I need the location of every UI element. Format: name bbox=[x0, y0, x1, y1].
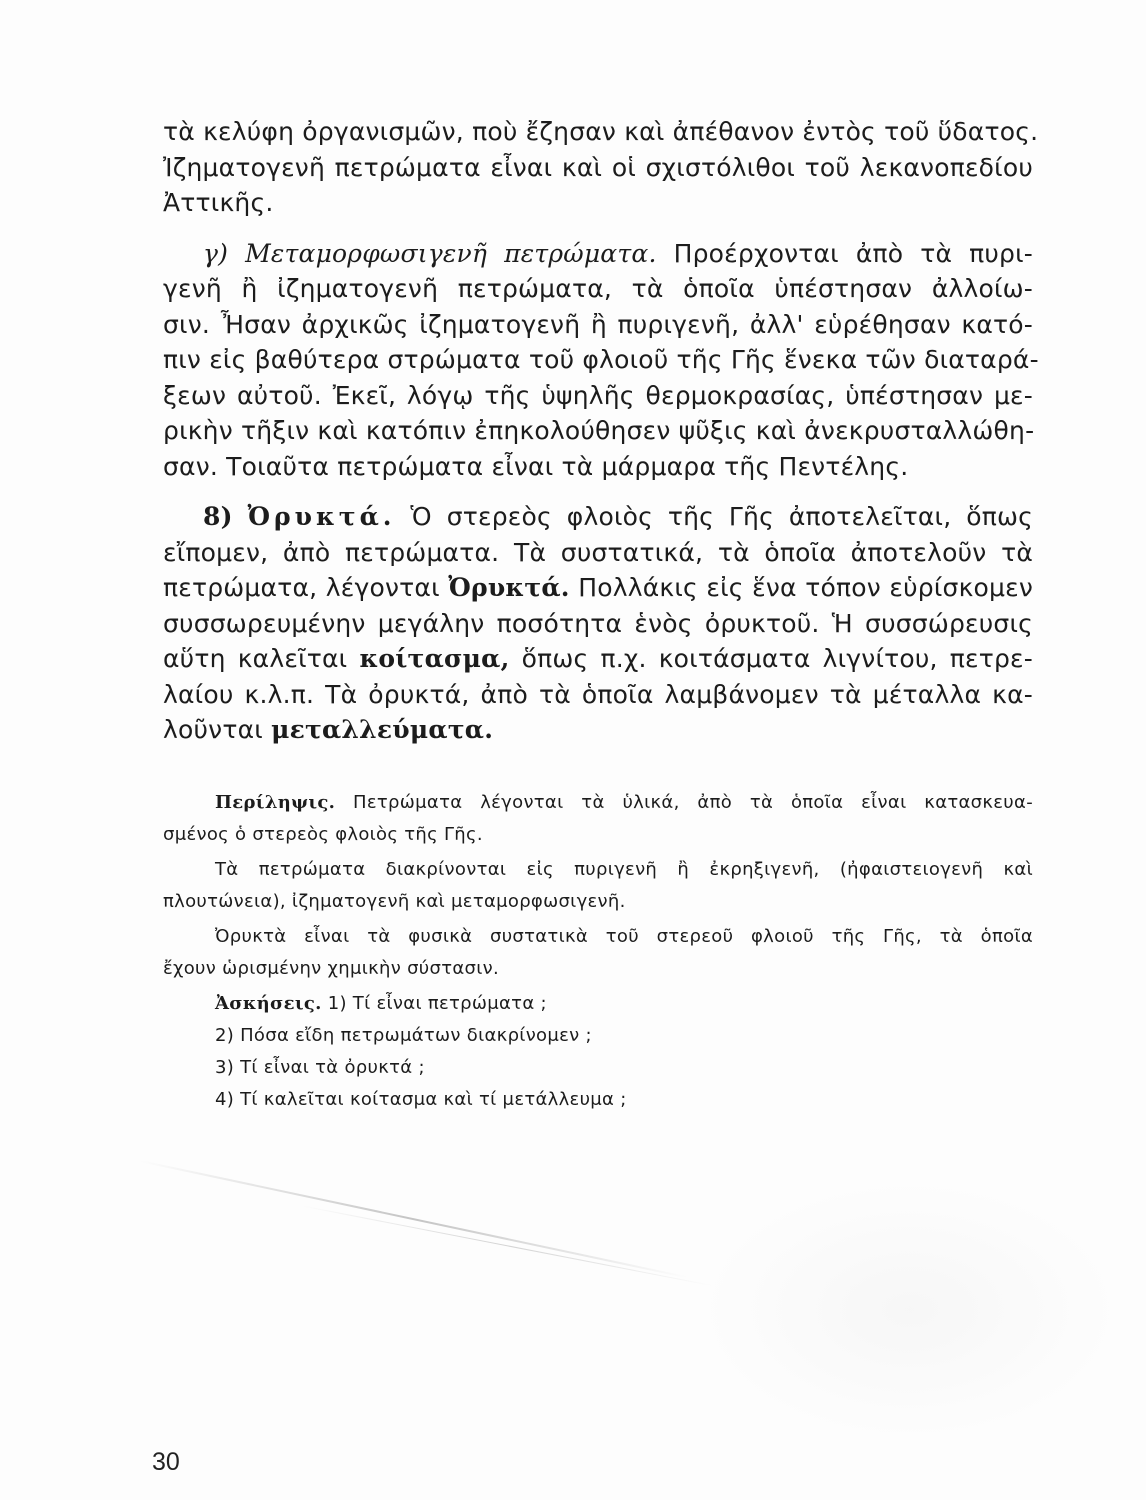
paragraph-line: σαν. Τοιαῦτα πετρώματα εἶναι τὰ μάρμαρα τῆς Πεντέλης. bbox=[163, 451, 909, 481]
paragraph-text: Προέρχονται ἀπὸ τὰ πυρι- bbox=[673, 238, 1034, 268]
paragraph-line bbox=[163, 570, 1033, 606]
paragraph-line: ξεων αὐτοῦ. Ἐκεῖ, λόγῳ τῆς ὑψηλῆς θερμοκρασίας, ὑπέστησαν με- bbox=[163, 380, 1033, 410]
summary-section bbox=[163, 787, 1033, 1116]
paragraph-line: Ἰζηματογενῆ πετρώματα εἶναι καὶ οἱ σχιστόλιθοι τοῦ λεκανοπεδίου bbox=[163, 152, 1033, 182]
main-text bbox=[163, 114, 1039, 748]
summary-line: πλουτώνεια), ἰζηματογενῆ καὶ μεταμορφωσιγενῆ. bbox=[163, 890, 626, 912]
paragraph-line: πιν εἰς βαθύτερα στρώματα τοῦ φλοιοῦ τῆς Γῆς ἕνεκα τῶν διαταρά- bbox=[163, 345, 1039, 374]
summary-line bbox=[163, 787, 1033, 819]
section-heading-metamorphic: γ) Μεταμορφωσιγενῆ πετρώματα. bbox=[203, 238, 657, 268]
term-deposit: κοίτασμα, bbox=[359, 644, 510, 673]
paragraph-line: σιν. Ἦσαν ἀρχικῶς ἰζηματογενῆ ἢ πυριγενῆ, ἀλλ' εὑρέθησαν κατό- bbox=[163, 309, 1033, 339]
summary-label: Περίληψις. bbox=[215, 792, 336, 813]
summary-line: ἔχουν ὡρισμένην χημικὴν σύστασιν. bbox=[163, 957, 500, 979]
exercises-label: Ἀσκήσεις. bbox=[215, 993, 322, 1014]
page-number: 30 bbox=[152, 1448, 180, 1476]
exercise-question: 4) Τί καλεῖται κοίτασμα καὶ τί μετάλλευμα ; bbox=[215, 1089, 627, 1110]
exercise-question: 3) Τί εἶναι τὰ ὀρυκτά ; bbox=[215, 1057, 425, 1078]
paper-crease bbox=[300, 1205, 712, 1286]
section-number: 8) bbox=[203, 502, 233, 531]
paragraph-text: ὅπως π.χ. κοιτάσματα λιγνίτου, πετρε- bbox=[521, 644, 1033, 673]
summary-line: Ὀρυκτὰ εἶναι τὰ φυσικὰ συστατικὰ τοῦ στερεοῦ φλοιοῦ τῆς Γῆς, τὰ ὁποῖα bbox=[215, 926, 1033, 947]
exercise-question: 2) Πόσα εἴδη πετρωμάτων διακρίνομεν ; bbox=[215, 1025, 592, 1046]
paper-crease bbox=[140, 1160, 688, 1278]
term-ores: μεταλλεύματα. bbox=[271, 715, 494, 744]
paragraph-line: Ἀττικῆς. bbox=[163, 188, 274, 217]
paragraph-line: γενῆ ἢ ἰζηματογενῆ πετρώματα, τὰ ὁποῖα ὑπέστησαν ἀλλοίω- bbox=[163, 274, 1033, 303]
paragraph-line bbox=[163, 236, 1033, 272]
paragraph-line bbox=[163, 499, 1033, 535]
paragraph-line: λαίου κ.λ.π. Τὰ ὀρυκτά, ἀπὸ τὰ ὁποῖα λαμβάνομεν τὰ μέταλλα κα- bbox=[163, 679, 1033, 709]
paragraph-text: λοῦνται bbox=[163, 715, 263, 744]
show-through-shadow bbox=[700, 1180, 1120, 1440]
section-heading-minerals: Ὀρυκτά. bbox=[247, 502, 396, 531]
summary-line: σμένος ὁ στερεὸς φλοιὸς τῆς Γῆς. bbox=[163, 823, 483, 845]
paragraph-line bbox=[163, 712, 1033, 748]
paragraph-line: εἴπομεν, ἀπὸ πετρώματα. Τὰ συστατικά, τὰ ὁποῖα ἀποτελοῦν τὰ bbox=[163, 537, 1033, 567]
paragraph-line: συσσωρευμένην μεγάλην ποσότητα ἑνὸς ὀρυκτοῦ. Ἡ συσσώρευσις bbox=[163, 608, 1033, 638]
exercise-question: 1) Τί εἶναι πετρώματα ; bbox=[327, 993, 547, 1014]
paragraph-line: τὰ κελύφη ὀργανισμῶν, ποὺ ἔζησαν καὶ ἀπέθανον ἐντὸς τοῦ ὕδατος. bbox=[163, 117, 1039, 146]
paragraph-line: ρικὴν τῆξιν καὶ κατόπιν ἐπηκολούθησεν ψῦξις καὶ ἀνεκρυσταλλώθη- bbox=[163, 416, 1035, 445]
paragraph-text: αὕτη καλεῖται bbox=[163, 644, 348, 673]
exercise-line bbox=[163, 988, 1033, 1020]
summary-text: Πετρώματα λέγονται τὰ ὑλικά, ἀπὸ τὰ ὁποῖα εἶναι κατασκευα- bbox=[353, 792, 1033, 813]
term-minerals: Ὀρυκτά. bbox=[448, 573, 570, 602]
paragraph-text: πετρώματα, λέγονται bbox=[163, 573, 440, 602]
summary-line: Τὰ πετρώματα διακρίνονται εἰς πυριγενῆ ἢ ἐκρηξιγενῆ, (ἠφαιστειογενῆ καὶ bbox=[215, 859, 1033, 880]
paragraph-text: Ὁ στερεὸς φλοιὸς τῆς Γῆς ἀποτελεῖται, ὅπως bbox=[410, 502, 1034, 531]
paragraph-line bbox=[163, 641, 1033, 677]
paragraph-text: Πολλάκις εἰς ἕνα τόπον εὑρίσκομεν bbox=[578, 573, 1033, 602]
